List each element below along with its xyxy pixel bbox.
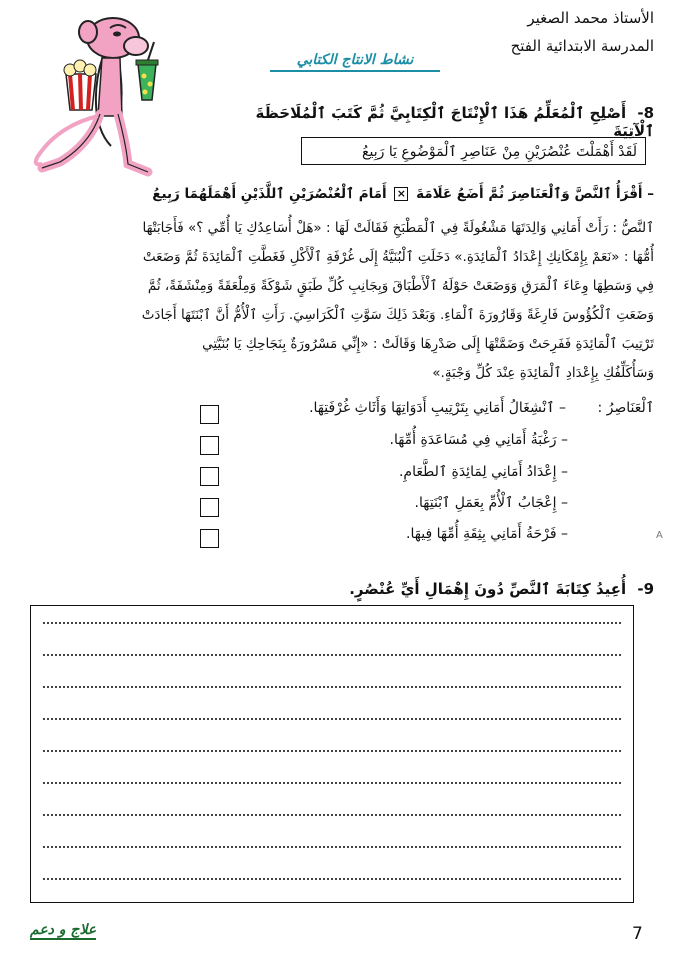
- element-item-1: – ٱنْشِغَالُ أَمَانِي بِتَرْتِيبِ أَدَوَاتِهَا وَأَثَاثِ غُرْفَتِهَا.: [309, 400, 566, 416]
- x-mark-icon: ×: [394, 187, 408, 201]
- answer-line[interactable]: [43, 654, 621, 656]
- school-name: المدرسة الابتدائية الفتح: [510, 37, 654, 55]
- teacher-note-box: لَقَدْ أَهْمَلْتَ عُنْصُرَيْنِ مِنْ عَنَاصِرِ ٱلْمَوْضُوعِ يَا رَبِيعُ: [301, 137, 646, 165]
- text-line: وَسَأُكَلِّفُكِ بِإِعْدَادِ ٱلْمَائِدَةِ عِنْدَ كُلِّ وَجْبَةٍ.»: [432, 365, 654, 381]
- element-checkbox-5[interactable]: [200, 529, 219, 548]
- answer-line[interactable]: [43, 622, 621, 624]
- reading-text: [22, 214, 654, 388]
- activity-title: نشاط الانتاج الكتابي: [270, 52, 440, 72]
- text-line: فِي وَسَطِهَا وِعَاءَ ٱلْمَرَقِ وَوَضَعَتْ حَوْلَهُ ٱلْأَطْبَاقَ وَبِجَانِبِ كُلِّ طَبَقٍ شَوْكَةً وَمِلْعَقَةً وَمِنْشَفَةً، ثُمَّ: [147, 278, 654, 294]
- answer-line[interactable]: [43, 718, 621, 720]
- question-8-text: أَصْلِحِ ٱلْمُعَلِّمُ هَذَا ٱلْإِنْتَاجَ ٱلْكِتَابِيَّ ثُمَّ كَتَبَ ٱلْمُلَاحَظَةَ ٱلْآتِيَةَ: [255, 104, 654, 140]
- answer-line[interactable]: [43, 750, 621, 752]
- pink-panther-popcorn-icon: [18, 6, 168, 181]
- answer-line[interactable]: [43, 846, 621, 848]
- answer-line[interactable]: [43, 878, 621, 880]
- instruction-after: أَمَامَ ٱلْعُنْصُرَيْنِ ٱللَّذَيْنِ أَهْمَلَهُمَا رَبِيعُ: [152, 186, 387, 202]
- element-checkbox-2[interactable]: [200, 436, 219, 455]
- question-9-number: 9-: [637, 580, 654, 598]
- element-item-2: – رَغْبَةُ أَمَانِي فِي مُسَاعَدَةِ أُمِّهَا.: [389, 432, 568, 448]
- instruction-before: – أَقْرَأُ ٱلنَّصَّ وَٱلْعَنَاصِرَ ثُمَّ أَضَعُ عَلَامَةَ: [416, 186, 654, 202]
- question-8: [224, 104, 654, 140]
- answer-line[interactable]: [43, 782, 621, 784]
- text-line: تَرْتِيبَ ٱلْمَائِدَةِ فَفَرِحَتْ وَضَمَّتْهَا إِلَى صَدْرِهَا وَقَالَتْ : «إِنِّي مَسْرُورَةٌ بِنَجَاحِكِ يَا بُنَيَّتِي: [202, 336, 654, 352]
- question-9-text: أُعِيدُ كِتَابَةَ ٱلنَّصِّ دُونَ إِهْمَالِ أَيِّ عُنْصُرٍ.: [349, 580, 627, 598]
- answer-line[interactable]: [43, 814, 621, 816]
- element-checkbox-3[interactable]: [200, 467, 219, 486]
- element-checkbox-1[interactable]: [200, 405, 219, 424]
- answer-box[interactable]: [30, 605, 634, 903]
- answer-line[interactable]: [43, 686, 621, 688]
- instruction: [54, 186, 654, 202]
- question-8-number: 8-: [637, 104, 654, 122]
- page-number: 7: [632, 924, 643, 944]
- elements-label: ٱلْعَنَاصِرُ :: [597, 400, 654, 416]
- stray-mark: A: [656, 530, 663, 541]
- teacher-name: الأستاذ محمد الصغير: [527, 9, 654, 27]
- question-9: [154, 580, 654, 598]
- text-line: أُمُّهَا : «نَعَمْ بِإِمْكَانِكِ إِعْدَادُ ٱلْمَائِدَةِ.» دَخَلَتِ ٱلْبُنَيَّةُ إِلَى غُرْفَةِ ٱلْأَكْلِ فَغَطَّتِ ٱلْمَائِدَةَ ثُمَّ وَضَعَتْ: [142, 249, 654, 265]
- footer-label: علاج و دعم: [30, 922, 97, 938]
- text-line: وَضَعَتِ ٱلْكُؤُوسَ فَارِغَةً وَقَارُورَةَ ٱلْمَاءِ. وَبَعْدَ ذَلِكَ سَوَّتِ ٱلْكَرَاسِيَ. رَأَتِ ٱلْأُمُّ أَنَّ ٱبْنَتَهَا أَجَادَتْ: [141, 307, 654, 323]
- element-item-5: – فَرْحَةُ أَمَانِي بِثِقَةِ أُمِّهَا فِيهَا.: [406, 526, 568, 542]
- element-checkbox-4[interactable]: [200, 498, 219, 517]
- element-item-4: – إِعْجَابُ ٱلْأُمِّ بِعَمَلِ ٱبْنَتِهَا.: [414, 495, 568, 511]
- element-item-3: – إِعْدَادُ أَمَانِي لِمَائِدَةِ ٱلطَّعَامِ.: [398, 464, 568, 480]
- text-line: ٱلنَّصُّ : رَأَتْ أَمَانِي وَالِدَتَهَا مَشْغُولَةً فِي ٱلْمَطْبَخِ فَقَالَتْ لَهَا : «هَلْ أُسَاعِدُكِ يَا أُمِّي ؟» فَأَجَابَتْهَا: [142, 220, 654, 236]
